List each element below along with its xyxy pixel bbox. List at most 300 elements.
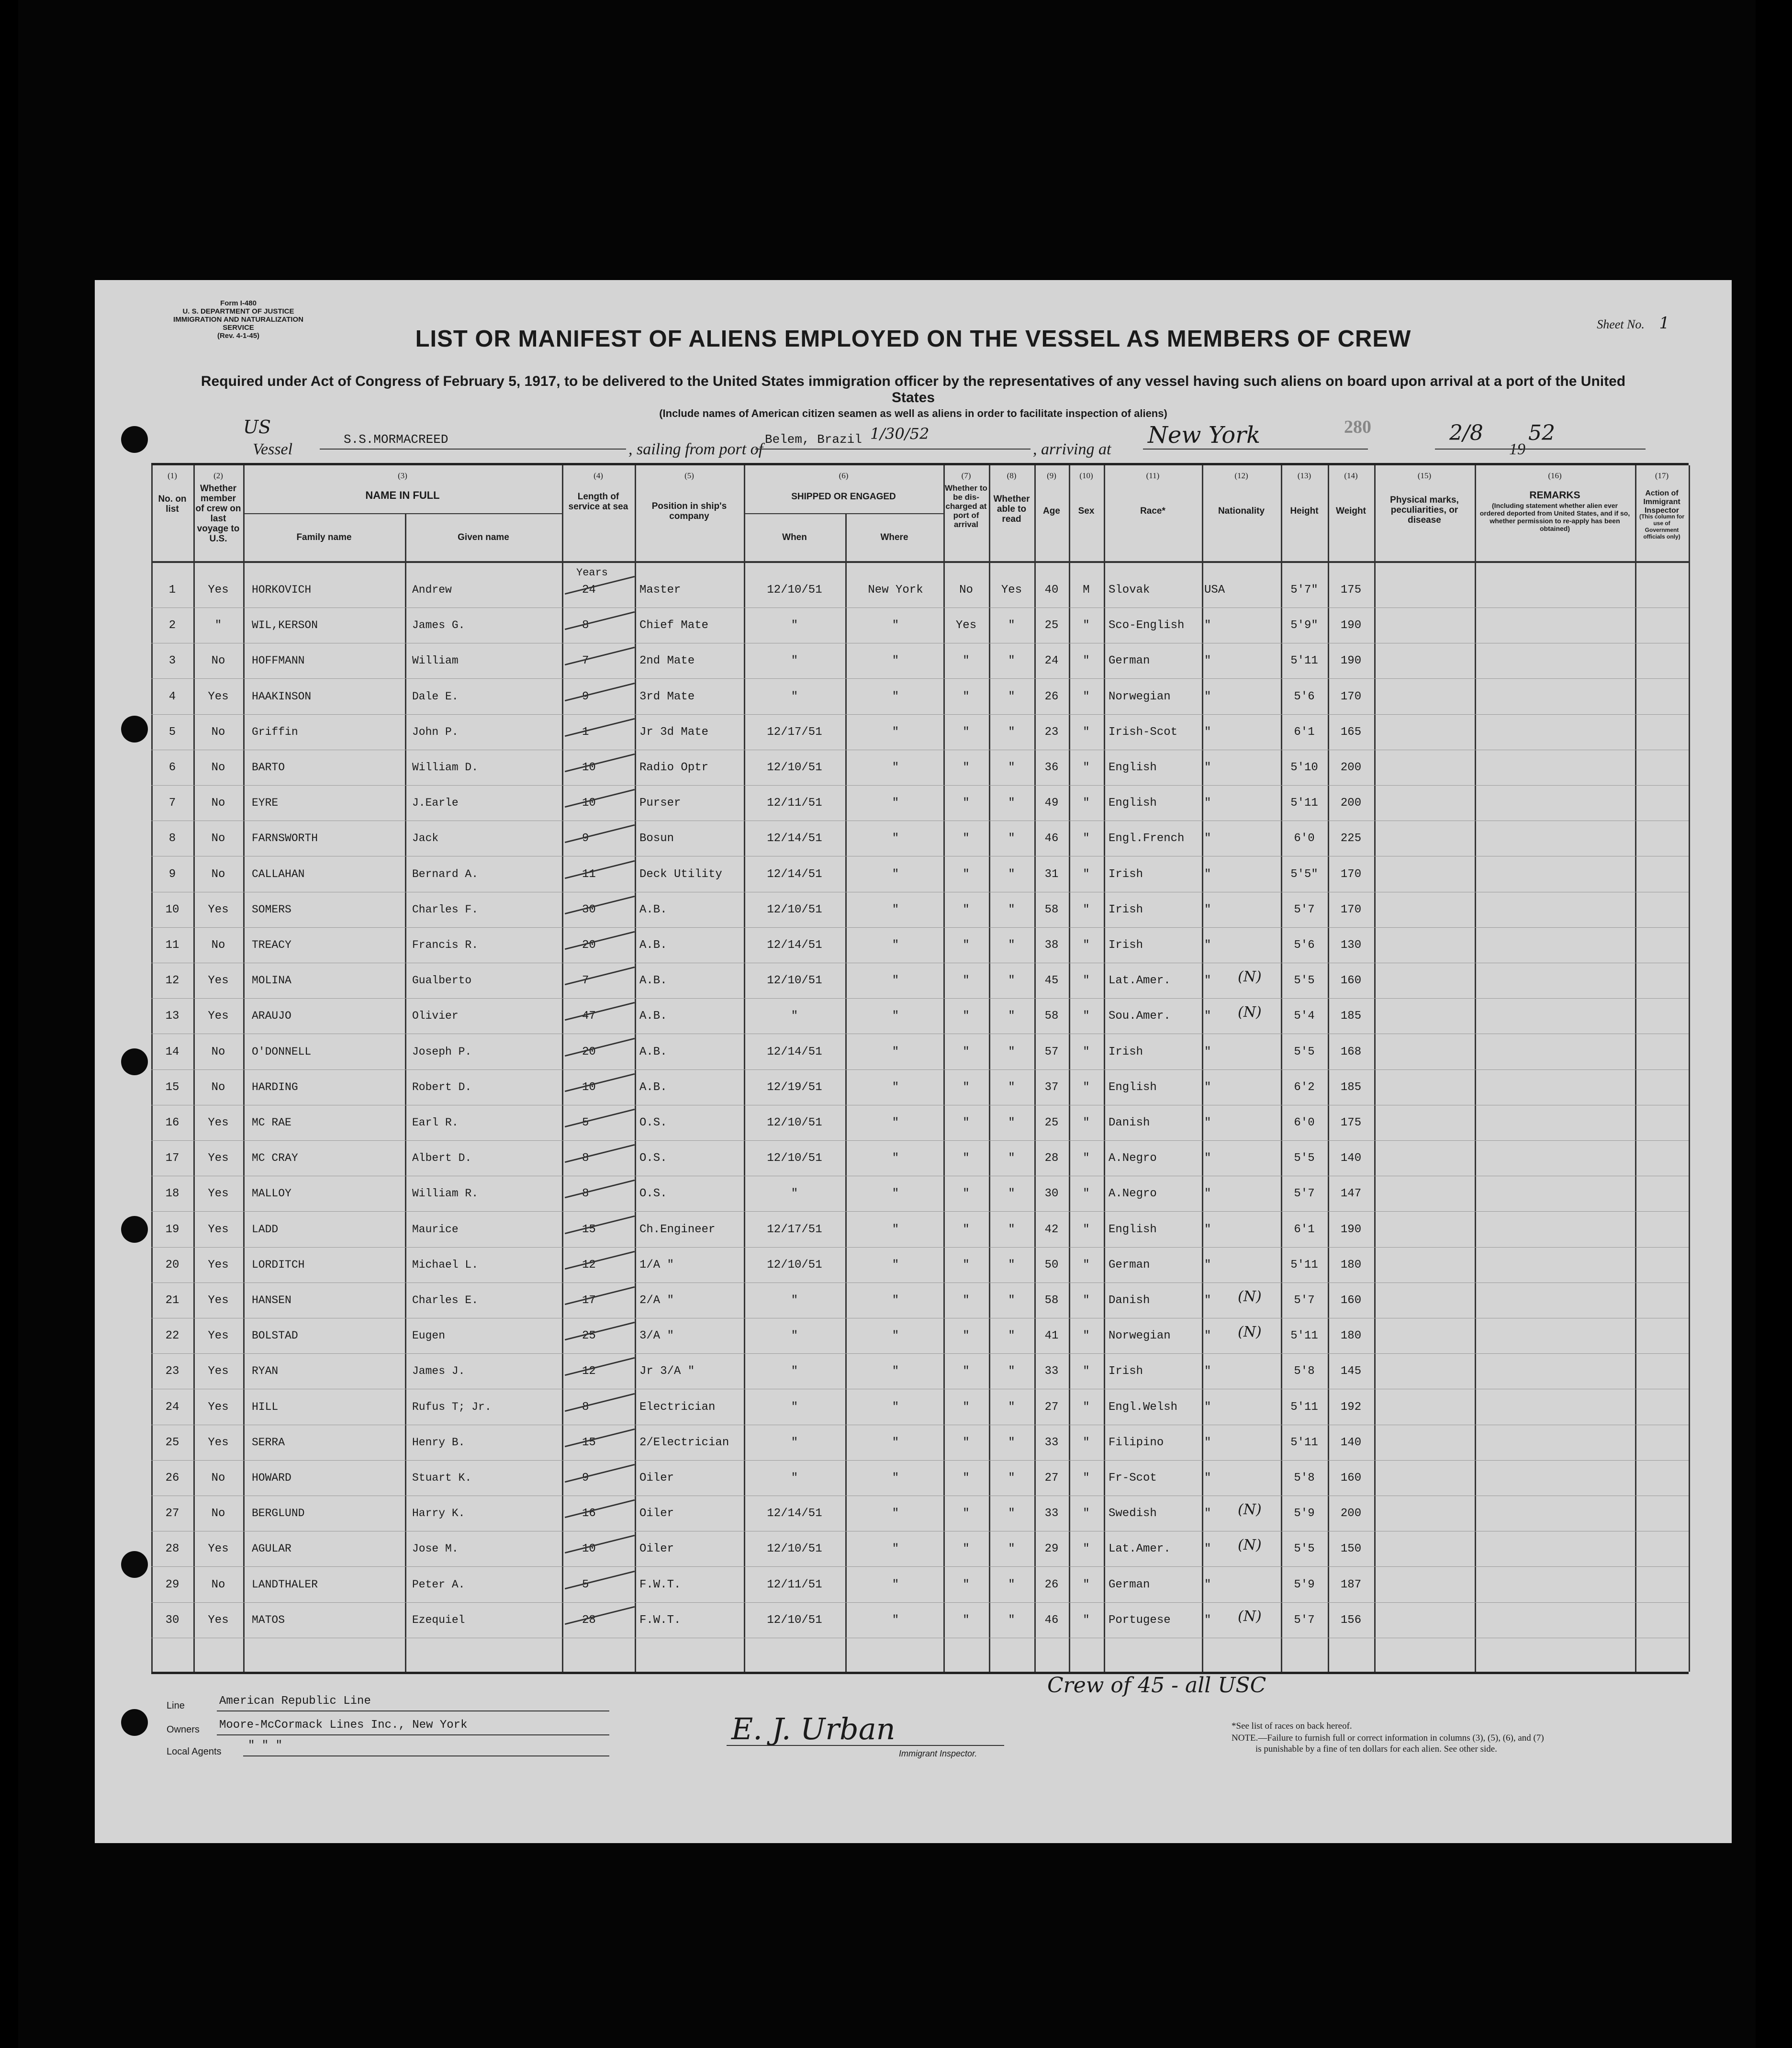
- cell-discharged: ": [963, 939, 970, 952]
- cell-position: A.B.: [639, 1010, 667, 1023]
- cell-last-voyage: No: [211, 797, 225, 810]
- cell-height: 5'5: [1294, 1152, 1315, 1165]
- cell-shipped-when: 12/14/51: [767, 867, 822, 881]
- cell-last-voyage: No: [211, 1080, 225, 1094]
- cell-nationality: ": [1204, 974, 1211, 988]
- cell-family-name: HOFFMANN: [252, 654, 305, 667]
- cell-family-name: WIL,KERSON: [252, 619, 318, 632]
- cell-family-name: BERGLUND: [252, 1507, 305, 1520]
- cell-age: 26: [1044, 1578, 1059, 1591]
- cell-service-years: 7: [582, 974, 589, 988]
- cell-position: 1/A ": [639, 1258, 674, 1272]
- punch-hole: [121, 426, 148, 453]
- cell-age: 50: [1044, 1258, 1059, 1272]
- cell-able-to-read: ": [1008, 974, 1015, 988]
- cell-last-voyage: No: [211, 1045, 225, 1058]
- cell-service-years: 10: [582, 797, 596, 810]
- cell-row-number: 29: [165, 1578, 179, 1591]
- cell-family-name: AGULAR: [252, 1542, 291, 1555]
- cell-row-number: 14: [165, 1045, 179, 1058]
- cell-height: 6'1: [1294, 1223, 1315, 1236]
- cell-able-to-read: ": [1008, 1400, 1015, 1414]
- cell-age: 41: [1044, 1329, 1059, 1343]
- cell-able-to-read: ": [1008, 1152, 1015, 1165]
- cell-height: 5'11: [1290, 797, 1318, 810]
- cell-age: 27: [1044, 1400, 1059, 1414]
- when-header: When: [782, 532, 807, 542]
- cell-last-voyage: Yes: [208, 1436, 229, 1449]
- cell-given-name: Jack: [412, 832, 439, 845]
- cell-row-number: 8: [168, 832, 176, 845]
- cell-discharged: ": [963, 1507, 970, 1520]
- cell-discharged: ": [963, 654, 970, 668]
- cell-shipped-where: ": [892, 725, 899, 739]
- cell-sex: ": [1083, 903, 1090, 916]
- cell-sex: ": [1083, 1152, 1090, 1165]
- cell-shipped-when: 12/17/51: [767, 725, 822, 739]
- cell-sex: ": [1083, 1436, 1090, 1449]
- cell-last-voyage: Yes: [208, 1613, 229, 1627]
- cell-weight: 175: [1340, 584, 1362, 596]
- cell-race: English: [1109, 1223, 1157, 1236]
- cell-given-name: William: [412, 654, 459, 667]
- cell-weight: 160: [1340, 1472, 1362, 1485]
- cell-sex: ": [1083, 1329, 1090, 1343]
- sheet-label: Sheet No.: [1597, 317, 1645, 331]
- cell-family-name: MC CRAY: [252, 1152, 298, 1165]
- cell-race: English: [1109, 797, 1157, 810]
- cell-shipped-when: 12/10/51: [767, 1116, 822, 1129]
- cell-shipped-when: 12/10/51: [767, 903, 822, 916]
- year-printed: 19: [1509, 440, 1525, 458]
- cell-discharged: ": [963, 1472, 970, 1485]
- cell-race: Engl.French: [1109, 832, 1185, 845]
- cell-height: 5'10: [1290, 761, 1318, 774]
- cell-service-years: 15: [582, 1436, 596, 1449]
- cell-height: 5'5": [1290, 867, 1318, 881]
- cell-last-voyage: Yes: [208, 1187, 229, 1201]
- cell-able-to-read: ": [1008, 1045, 1015, 1058]
- cell-race: English: [1109, 761, 1157, 774]
- cell-discharged: ": [963, 725, 970, 739]
- arrival-date: 2/8: [1449, 421, 1483, 445]
- punch-hole: [121, 1551, 148, 1578]
- cell-nationality: ": [1204, 1116, 1211, 1129]
- cell-nationality: ": [1204, 725, 1211, 739]
- cell-discharged: ": [963, 832, 970, 845]
- cell-naturalized-mark: (N): [1238, 1501, 1262, 1519]
- cell-race: Norwegian: [1109, 690, 1171, 703]
- row-divider: [151, 1353, 1689, 1354]
- vessel-label: Vessel: [253, 440, 293, 458]
- cell-given-name: Harry K.: [412, 1507, 465, 1520]
- cell-service-years: 8: [582, 1187, 589, 1201]
- cell-service-years: 17: [582, 1294, 596, 1307]
- cell-family-name: SOMERS: [252, 903, 291, 916]
- cell-position: F.W.T.: [639, 1613, 681, 1627]
- cell-discharged: ": [963, 1542, 970, 1556]
- cell-race: Portugese: [1109, 1613, 1171, 1627]
- cell-able-to-read: ": [1008, 690, 1015, 703]
- cell-shipped-when: ": [791, 619, 798, 632]
- cell-height: 5'5: [1294, 1542, 1315, 1556]
- cell-nationality: ": [1204, 1152, 1211, 1165]
- cell-race: German: [1109, 654, 1150, 668]
- row-divider: [151, 1069, 1689, 1070]
- cell-age: 58: [1044, 1294, 1059, 1307]
- cell-family-name: RYAN: [252, 1365, 279, 1378]
- cell-sex: ": [1083, 1613, 1090, 1627]
- punch-hole: [121, 1709, 148, 1736]
- cell-naturalized-mark: (N): [1238, 1608, 1262, 1625]
- races-note: *See list of races on back hereof.: [1232, 1721, 1352, 1731]
- cell-service-years: 8: [582, 1152, 589, 1165]
- cell-height: 5'7: [1294, 1613, 1315, 1627]
- cell-able-to-read: ": [1008, 619, 1015, 632]
- cell-able-to-read: ": [1008, 761, 1015, 774]
- cell-able-to-read: ": [1008, 1542, 1015, 1556]
- cell-shipped-where: ": [892, 1436, 899, 1449]
- cell-race: Lat.Amer.: [1109, 1542, 1171, 1556]
- cell-service-years: 8: [582, 1400, 589, 1414]
- cell-position: Ch.Engineer: [639, 1223, 716, 1236]
- cell-family-name: HAAKINSON: [252, 690, 312, 703]
- cell-family-name: TREACY: [252, 939, 291, 951]
- cell-nationality: ": [1204, 1365, 1211, 1378]
- given-name-header: Given name: [458, 532, 509, 542]
- cell-sex: ": [1083, 1507, 1090, 1520]
- cell-row-number: 6: [168, 761, 176, 774]
- cell-row-number: 12: [165, 974, 179, 988]
- cell-given-name: Charles E.: [412, 1294, 479, 1306]
- cell-weight: 190: [1340, 619, 1362, 632]
- cell-given-name: Albert D.: [412, 1152, 472, 1165]
- cell-shipped-when: 12/14/51: [767, 1507, 822, 1520]
- cell-row-number: 18: [165, 1187, 179, 1201]
- cell-shipped-where: ": [892, 1329, 899, 1343]
- cell-height: 5'11: [1290, 1400, 1318, 1414]
- cell-shipped-where: ": [892, 1294, 899, 1307]
- cell-row-number: 17: [165, 1152, 179, 1165]
- cell-sex: ": [1083, 619, 1090, 632]
- cell-service-years: 30: [582, 903, 596, 916]
- cell-naturalized-mark: (N): [1238, 1537, 1262, 1554]
- cell-nationality: ": [1204, 1080, 1211, 1094]
- cell-nationality: ": [1204, 1187, 1211, 1201]
- cell-weight: 165: [1340, 725, 1362, 739]
- cell-able-to-read: ": [1008, 1080, 1015, 1094]
- cell-family-name: HOWARD: [252, 1472, 291, 1484]
- cell-nationality: ": [1204, 903, 1211, 916]
- cell-sex: ": [1083, 761, 1090, 774]
- cell-row-number: 26: [165, 1472, 179, 1485]
- punch-hole: [121, 716, 148, 743]
- cell-nationality: ": [1204, 1613, 1211, 1627]
- col17-number: (17): [1655, 471, 1669, 480]
- cell-age: 27: [1044, 1472, 1059, 1485]
- inspector-signature: E. J. Urban: [731, 1711, 896, 1746]
- cell-family-name: BARTO: [252, 761, 285, 774]
- cell-shipped-when: 12/10/51: [767, 1613, 822, 1627]
- col3-number: (3): [398, 471, 407, 480]
- cell-last-voyage: Yes: [208, 974, 229, 988]
- cell-able-to-read: ": [1008, 1578, 1015, 1591]
- cell-last-voyage: Yes: [208, 690, 229, 703]
- cell-service-years: 12: [582, 1365, 596, 1378]
- cell-able-to-read: ": [1008, 1365, 1015, 1378]
- cell-shipped-where: ": [892, 619, 899, 632]
- cell-height: 5'8: [1294, 1472, 1315, 1485]
- punch-hole: [121, 1216, 148, 1243]
- cell-sex: ": [1083, 690, 1090, 703]
- cell-sex: ": [1083, 832, 1090, 845]
- cell-service-years: 9: [582, 690, 589, 703]
- cell-service-years: 12: [582, 1258, 596, 1272]
- cell-position: Jr 3d Mate: [639, 725, 709, 739]
- cell-shipped-where: ": [892, 1010, 899, 1023]
- cell-race: Irish: [1109, 1045, 1143, 1058]
- col17-subheader: (This column for use of Government officials only): [1639, 513, 1684, 540]
- cell-age: 42: [1044, 1223, 1059, 1236]
- cell-last-voyage: Yes: [208, 584, 229, 596]
- cell-shipped-when: ": [791, 1436, 798, 1449]
- cell-service-years: 20: [582, 1045, 596, 1058]
- cell-row-number: 24: [165, 1400, 179, 1414]
- cell-shipped-when: ": [791, 1400, 798, 1414]
- cell-given-name: James J.: [412, 1365, 465, 1378]
- cell-discharged: No: [959, 584, 973, 596]
- cell-given-name: Joseph P.: [412, 1045, 472, 1058]
- cell-able-to-read: ": [1008, 939, 1015, 952]
- cell-shipped-where: ": [892, 832, 899, 845]
- cell-row-number: 30: [165, 1613, 179, 1627]
- cell-family-name: MALLOY: [252, 1187, 291, 1200]
- row-divider: [151, 714, 1689, 715]
- cell-position: A.B.: [639, 939, 667, 952]
- scan-background: [18, 0, 1756, 2048]
- cell-race: Sco-English: [1109, 619, 1185, 632]
- cell-row-number: 11: [165, 939, 179, 952]
- cell-discharged: ": [963, 1152, 970, 1165]
- row-divider: [151, 1460, 1689, 1461]
- cell-able-to-read: ": [1008, 1329, 1015, 1343]
- cell-service-years: 28: [582, 1613, 596, 1627]
- cell-given-name: Dale E.: [412, 690, 459, 703]
- cell-position: Bosun: [639, 832, 674, 845]
- cell-sex: ": [1083, 1294, 1090, 1307]
- cell-nationality: ": [1204, 1542, 1211, 1556]
- cell-service-years: 5: [582, 1578, 589, 1591]
- cell-last-voyage: No: [211, 1507, 225, 1520]
- cell-nationality: ": [1204, 1507, 1211, 1520]
- cell-last-voyage: Yes: [208, 1365, 229, 1378]
- punch-hole: [121, 1048, 148, 1075]
- cell-shipped-when: 12/10/51: [767, 584, 822, 596]
- col1-number: (1): [168, 471, 177, 480]
- cell-given-name: Stuart K.: [412, 1472, 472, 1484]
- cell-family-name: BOLSTAD: [252, 1329, 298, 1342]
- cell-last-voyage: No: [211, 761, 225, 774]
- cell-height: 5'6: [1294, 690, 1315, 703]
- cell-race: Danish: [1109, 1294, 1150, 1307]
- cell-nationality: ": [1204, 1578, 1211, 1591]
- cell-last-voyage: Yes: [208, 1152, 229, 1165]
- cell-weight: 180: [1340, 1258, 1362, 1272]
- sailing-label: , sailing from port of: [628, 440, 763, 458]
- cell-naturalized-mark: (N): [1238, 1004, 1262, 1021]
- vessel-name: S.S.MORMACREED: [344, 432, 448, 447]
- cell-naturalized-mark: (N): [1238, 1288, 1262, 1305]
- cell-family-name: ARAUJO: [252, 1010, 291, 1023]
- cell-race: Fr-Scot: [1109, 1472, 1157, 1485]
- years-label: Years: [576, 567, 608, 579]
- cell-race: German: [1109, 1578, 1150, 1591]
- cell-nationality: ": [1204, 797, 1211, 810]
- cell-able-to-read: ": [1008, 1613, 1015, 1627]
- cell-discharged: ": [963, 867, 970, 881]
- row-divider: [151, 1247, 1689, 1248]
- cell-weight: 200: [1340, 761, 1362, 774]
- cell-position: Master: [639, 584, 681, 596]
- row-divider: [151, 998, 1689, 999]
- cell-height: 6'0: [1294, 1116, 1315, 1129]
- owners-value: Moore-McCormack Lines Inc., New York: [219, 1719, 468, 1732]
- cell-shipped-when: 12/10/51: [767, 1542, 822, 1556]
- cell-sex: ": [1083, 1187, 1090, 1201]
- col15-number: (15): [1417, 471, 1432, 480]
- cell-shipped-where: ": [892, 1223, 899, 1236]
- document-instruction: (Include names of American citizen seamen as well as aliens in order to facilitate inspection of aliens): [659, 407, 1167, 419]
- cell-able-to-read: ": [1008, 1472, 1015, 1485]
- col12-number: (12): [1234, 471, 1248, 480]
- cell-height: 5'5: [1294, 1045, 1315, 1058]
- cell-sex: ": [1083, 867, 1090, 881]
- cell-age: 36: [1044, 761, 1059, 774]
- col15-header: Physical marks, peculiarities, or disease: [1390, 495, 1459, 525]
- cell-shipped-where: ": [892, 939, 899, 952]
- cell-race: Irish: [1109, 903, 1143, 916]
- cell-service-years: 10: [582, 1542, 596, 1556]
- cell-row-number: 25: [165, 1436, 179, 1449]
- cell-row-number: 13: [165, 1010, 179, 1023]
- cell-family-name: CALLAHAN: [252, 867, 305, 880]
- cell-given-name: Maurice: [412, 1223, 459, 1236]
- cell-row-number: 5: [168, 725, 176, 739]
- line-value: American Republic Line: [219, 1695, 371, 1708]
- cell-able-to-read: ": [1008, 1436, 1015, 1449]
- cell-family-name: HANSEN: [252, 1294, 291, 1306]
- line-label: Line: [167, 1700, 185, 1711]
- cell-weight: 170: [1340, 867, 1362, 881]
- cell-weight: 180: [1340, 1329, 1362, 1343]
- cell-height: 5'4: [1294, 1010, 1315, 1023]
- cell-position: Chief Mate: [639, 619, 709, 632]
- cell-age: 25: [1044, 1116, 1059, 1129]
- cell-sex: ": [1083, 1400, 1090, 1414]
- cell-discharged: ": [963, 1436, 970, 1449]
- cell-last-voyage: No: [211, 725, 225, 739]
- cell-able-to-read: ": [1008, 1258, 1015, 1272]
- cell-service-years: 9: [582, 1472, 589, 1485]
- cell-discharged: Yes: [955, 619, 977, 632]
- cell-nationality: USA: [1204, 584, 1225, 596]
- cell-family-name: EYRE: [252, 797, 279, 810]
- cell-last-voyage: No: [211, 1578, 225, 1591]
- cell-weight: 200: [1340, 797, 1362, 810]
- cell-given-name: Eugen: [412, 1329, 446, 1342]
- cell-height: 6'0: [1294, 832, 1315, 845]
- cell-able-to-read: ": [1008, 1010, 1015, 1023]
- cell-discharged: ": [963, 1045, 970, 1058]
- cell-shipped-when: 12/14/51: [767, 1045, 822, 1058]
- cell-family-name: LADD: [252, 1223, 279, 1236]
- cell-service-years: 5: [582, 1116, 589, 1129]
- cell-weight: 160: [1340, 1294, 1362, 1307]
- col12-header: Nationality: [1218, 506, 1265, 516]
- cell-sex: ": [1083, 1010, 1090, 1023]
- cell-family-name: SERRA: [252, 1436, 285, 1449]
- col6-header: SHIPPED OR ENGAGED: [791, 492, 896, 502]
- cell-nationality: ": [1204, 690, 1211, 703]
- cell-weight: 185: [1340, 1080, 1362, 1094]
- cell-service-years: 20: [582, 939, 596, 952]
- row-divider: [151, 785, 1689, 786]
- cell-last-voyage: Yes: [208, 1223, 229, 1236]
- cell-given-name: J.Earle: [412, 797, 459, 810]
- cell-last-voyage: Yes: [208, 903, 229, 916]
- cell-discharged: ": [963, 1080, 970, 1094]
- cell-shipped-when: 12/14/51: [767, 832, 822, 845]
- cell-position: F.W.T.: [639, 1578, 681, 1591]
- cell-weight: 170: [1340, 903, 1362, 916]
- cell-sex: ": [1083, 1045, 1090, 1058]
- col11-header: Race*: [1140, 506, 1165, 516]
- cell-shipped-when: ": [791, 690, 798, 703]
- owners-label: Owners: [167, 1724, 200, 1735]
- cell-weight: 190: [1340, 1223, 1362, 1236]
- cell-height: 5'7: [1294, 903, 1315, 916]
- cell-race: Swedish: [1109, 1507, 1157, 1520]
- cell-family-name: O'DONNELL: [252, 1045, 312, 1058]
- cell-discharged: ": [963, 1223, 970, 1236]
- cell-position: O.S.: [639, 1187, 667, 1201]
- col10-header: Sex: [1078, 506, 1095, 516]
- cell-nationality: ": [1204, 939, 1211, 952]
- cell-position: 3rd Mate: [639, 690, 695, 703]
- cell-given-name: Charles F.: [412, 903, 479, 916]
- cell-last-voyage: No: [211, 832, 225, 845]
- cell-discharged: ": [963, 1365, 970, 1378]
- cell-position: 3/A ": [639, 1329, 674, 1343]
- cell-shipped-where: ": [892, 1613, 899, 1627]
- cell-age: 30: [1044, 1187, 1059, 1201]
- cell-shipped-when: 12/14/51: [767, 939, 822, 952]
- cell-shipped-where: ": [892, 1365, 899, 1378]
- cell-age: 40: [1044, 584, 1059, 596]
- cell-able-to-read: ": [1008, 903, 1015, 916]
- cell-given-name: Henry B.: [412, 1436, 465, 1449]
- cell-row-number: 10: [165, 903, 179, 916]
- cell-age: 25: [1044, 619, 1059, 632]
- registry-stamp: 280: [1344, 417, 1371, 437]
- cell-age: 58: [1044, 903, 1059, 916]
- cell-height: 5'11: [1290, 654, 1318, 668]
- signature-label: Immigrant Inspector.: [899, 1749, 977, 1758]
- cell-weight: 168: [1340, 1045, 1362, 1058]
- cell-nationality: ": [1204, 654, 1211, 668]
- cell-last-voyage: Yes: [208, 1010, 229, 1023]
- col9-number: (9): [1047, 471, 1056, 480]
